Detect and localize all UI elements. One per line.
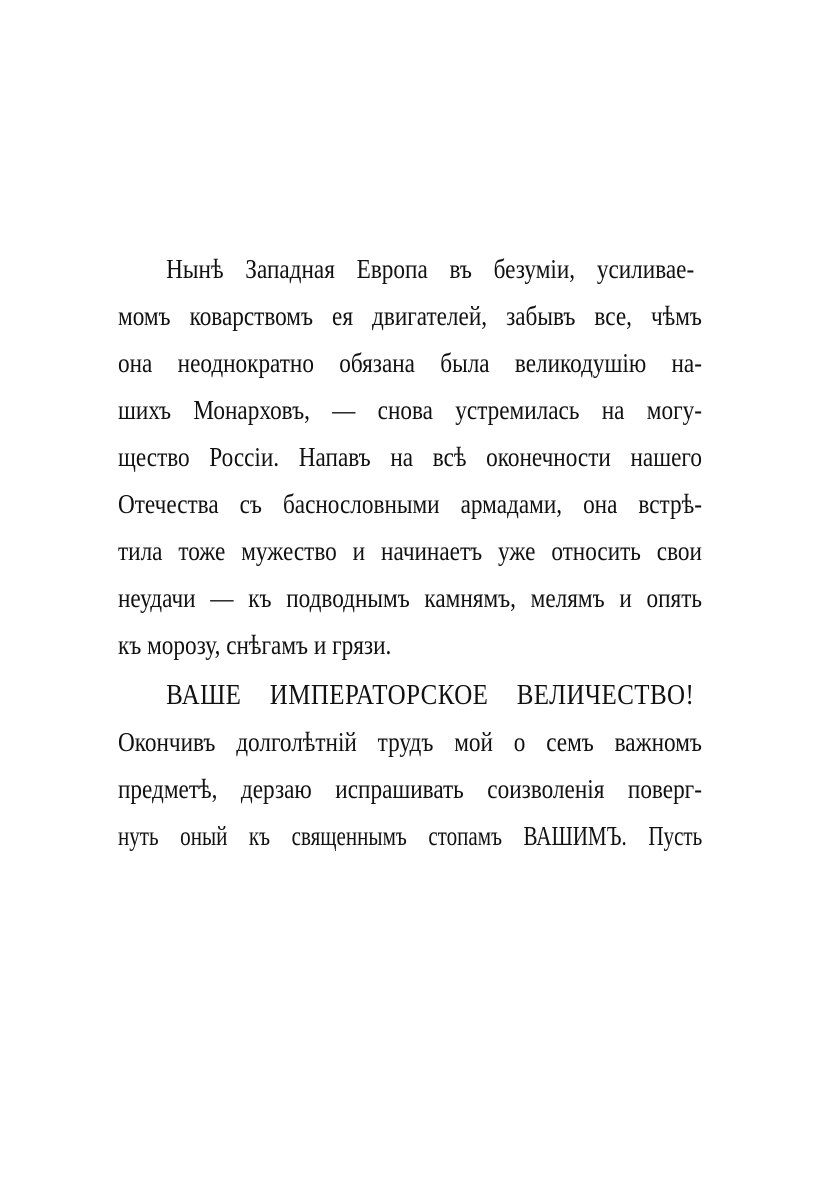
text-line: Нынѣ Западная Европа въ безуміи, усиливае-	[166, 254, 695, 284]
text-line: тила тоже мужество и начинаетъ уже относить свои	[118, 536, 702, 566]
text-line: она неоднократно обязана была великодушію на-	[118, 348, 702, 378]
text-line: неудачи — къ подводнымъ камнямъ, мелямъ и опять	[118, 583, 702, 613]
text-line: шихъ Монарховъ, — снова устремилась на могу-	[118, 395, 702, 425]
dedication-text	[118, 246, 702, 860]
text-line: момъ коварствомъ ея двигателей, забывъ все, чѣмъ	[118, 301, 702, 331]
text-line: нуть оный къ священнымъ стопамъ ВАШИМЪ. Пусть	[118, 821, 703, 851]
text-line: предметѣ, дерзаю испрашивать соизволенія поверг-	[118, 774, 702, 804]
text-line: Отечества съ баснословными армадами, она встрѣ-	[118, 489, 702, 519]
address-heading: ВАШЕ ИМПЕРАТОРСКОЕ ВЕЛИЧЕСТВО!	[166, 679, 695, 711]
text-line: Окончивъ долголѣтній трудъ мой о семъ важномъ	[118, 727, 702, 757]
text-line: щество Россіи. Напавъ на всѣ оконечности нашего	[118, 442, 702, 472]
text-line: къ морозу, снѣгамъ и грязи.	[118, 630, 392, 660]
